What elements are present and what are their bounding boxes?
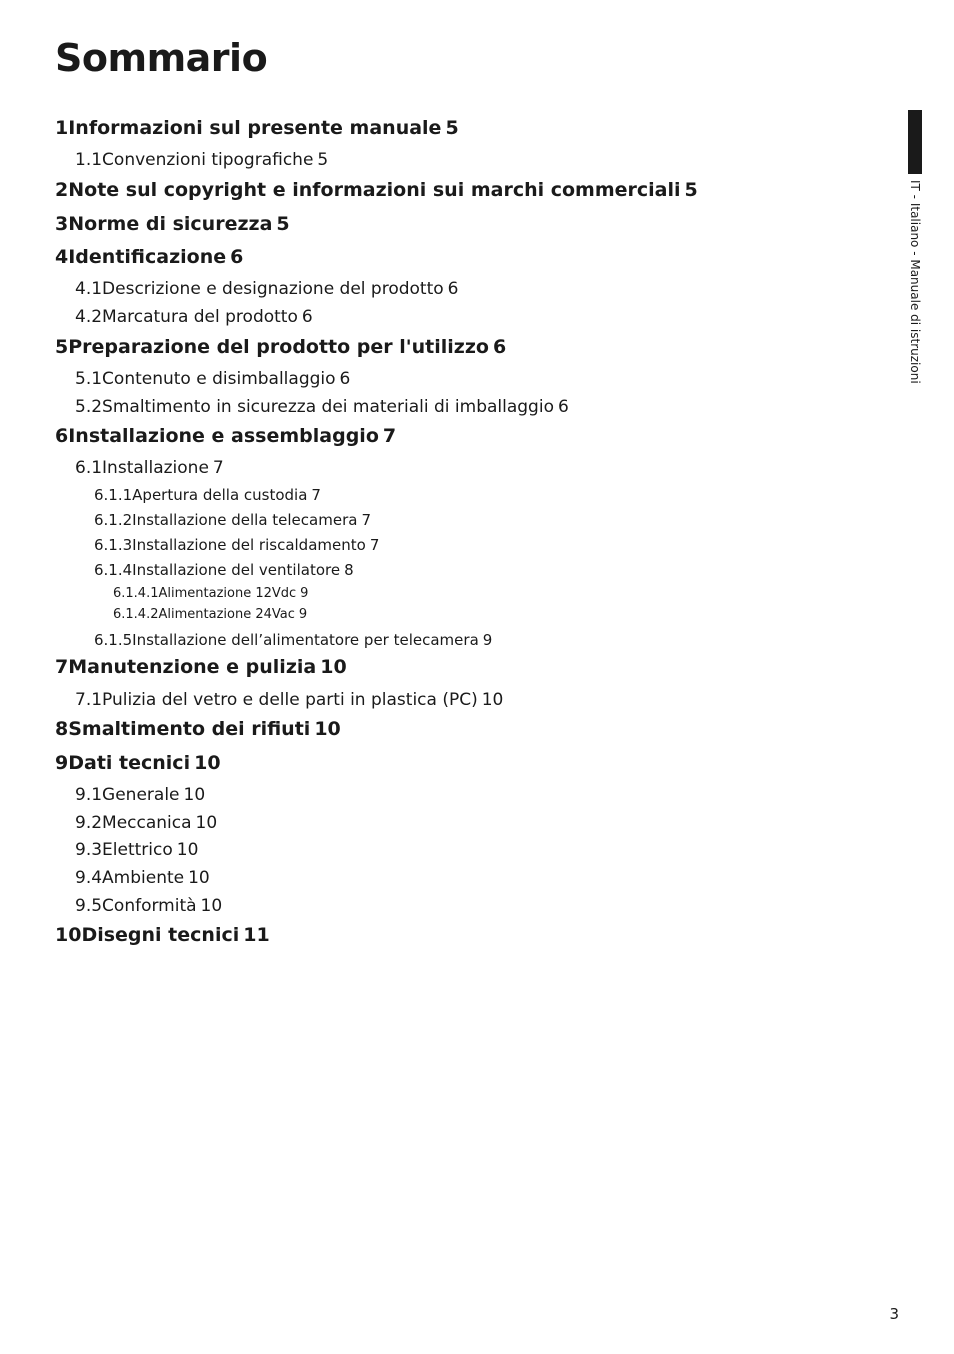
toc-entry-page: 6 [230, 246, 244, 268]
side-tab-marker [908, 110, 922, 174]
toc-entry-number: 1.1 [75, 150, 103, 170]
toc-entry-number: 6.1.1 [94, 486, 133, 504]
toc-entry-label: Installazione e assemblaggio [68, 425, 379, 447]
toc-entry-label: Generale [102, 785, 180, 805]
toc-entry-number: 4.2 [75, 307, 103, 327]
toc-entry-label: Installazione del ventilatore [132, 561, 341, 579]
side-language-label: IT - Italiano - Manuale di istruzioni [908, 180, 922, 384]
toc-entry-page: 7 [212, 458, 224, 478]
toc-entry-page: 10 [320, 656, 347, 678]
toc-entry-number: 8 [55, 718, 69, 740]
toc-entry-number: 6.1 [75, 458, 103, 478]
toc-entry-label: Disegni tecnici [81, 924, 240, 946]
toc-entry-label: Alimentazione 24Vac [158, 607, 295, 622]
toc-entry-number: 7 [55, 656, 69, 678]
toc-entry-number: 1 [55, 117, 69, 139]
toc-entry-page: 6 [447, 279, 459, 299]
toc-entry-label: Installazione del riscaldamento [132, 536, 366, 554]
toc-entry-number: 2 [55, 179, 69, 201]
toc-entry-number: 5.1 [75, 369, 103, 389]
toc-entry-page: 6 [301, 307, 313, 327]
page-title: Sommario [55, 36, 268, 80]
toc-entry-number: 9.3 [75, 840, 103, 860]
toc-entry-number: 6.1.4.1 [113, 586, 159, 601]
page-number: 3 [889, 1305, 899, 1323]
toc-entry-page: 7 [311, 486, 321, 504]
toc-entry-number: 6.1.4.2 [113, 607, 159, 622]
toc-entry-page: 7 [361, 511, 371, 529]
toc-entry-label: Marcatura del prodotto [102, 307, 298, 327]
toc-entry-label: Ambiente [102, 868, 185, 888]
toc-entry-page: 5 [317, 150, 329, 170]
toc-entry-page: 6 [557, 397, 569, 417]
toc-entry-number: 4 [55, 246, 69, 268]
toc-entry-page: 10 [200, 896, 223, 916]
toc-entry-label: Smaltimento dei rifiuti [68, 718, 311, 740]
toc-entry-page: 10 [314, 718, 341, 740]
toc-entry-number: 6 [55, 425, 69, 447]
toc-entry-page: 9 [300, 586, 309, 601]
toc-entry-number: 9.1 [75, 785, 103, 805]
toc-entry-page: 5 [276, 213, 290, 235]
toc-entry-page: 10 [188, 868, 210, 888]
toc-entry-label: Dati tecnici [68, 752, 191, 774]
toc-entry-number: 9.5 [75, 896, 103, 916]
toc-entry-label: Informazioni sul presente manuale [68, 117, 442, 139]
toc-entry-label: Conformità [102, 896, 197, 916]
toc-entry-number: 6.1.5 [94, 631, 133, 649]
toc-entry-page: 10 [176, 840, 199, 860]
toc-entry-label: Manutenzione e pulizia [68, 656, 317, 678]
toc-entry-label: Installazione della telecamera [132, 511, 358, 529]
toc-entry-page: 9 [298, 607, 308, 622]
toc-entry-number: 9.2 [75, 813, 103, 833]
toc-entry-page: 5 [445, 117, 459, 139]
toc-entry-label: Installazione [102, 458, 209, 478]
toc-entry-page: 7 [382, 425, 397, 447]
toc-entry-page: 7 [369, 536, 380, 554]
toc-entry-label: Note sul copyright e informazioni sui marchi commerciali [68, 179, 681, 201]
toc-entry-label: Contenuto e disimballaggio [102, 369, 336, 389]
toc-entry-page: 10 [195, 813, 218, 833]
toc-entry-label: Convenzioni tipografiche [102, 150, 314, 170]
toc-entry-page: 5 [684, 179, 698, 201]
toc-entry-number: 9 [55, 752, 69, 774]
toc-entry-label: Descrizione e designazione del prodotto [102, 279, 444, 299]
toc-entry-number: 10 [55, 924, 82, 946]
toc-entry-page: 11 [243, 924, 270, 946]
toc-entry-label: Identificazione [68, 246, 227, 268]
toc-entry-number: 6.1.4 [94, 561, 133, 579]
toc-entry-page: 10 [183, 785, 206, 805]
toc-entry-number: 6.1.2 [94, 511, 133, 529]
toc-entry-label: Pulizia del vetro e delle parti in plastica (PC) [102, 690, 478, 710]
toc-entry-number: 7.1 [75, 690, 103, 710]
toc-entry-label: Smaltimento in sicurezza dei materiali di imballaggio [102, 397, 554, 417]
toc-entry-label: Installazione dell’alimentatore per telecamera [132, 631, 479, 649]
toc-entry-label: Elettrico [102, 840, 173, 860]
toc-entry-number: 9.4 [75, 868, 103, 888]
toc-entry-label: Norme di sicurezza [68, 213, 273, 235]
toc-entry-number: 4.1 [75, 279, 103, 299]
toc-entry-label: Alimentazione 12Vdc [158, 586, 297, 601]
toc-entry-page: 6 [492, 336, 507, 358]
toc-entry-label: Preparazione del prodotto per l'utilizzo [68, 336, 489, 358]
toc-entry-page: 9 [482, 631, 493, 649]
toc-entry-label: Meccanica [102, 813, 192, 833]
toc-entry-page: 8 [344, 561, 354, 579]
toc-entry-page: 10 [481, 690, 504, 710]
toc-entry-number: 5.2 [75, 397, 103, 417]
toc-entry-number: 3 [55, 213, 69, 235]
toc-entry-number: 6.1.3 [94, 536, 133, 554]
toc-entry-page: 10 [194, 752, 221, 774]
toc-entry-page: 6 [339, 369, 351, 389]
toc-entry-number: 5 [55, 336, 69, 358]
toc-entry-label: Apertura della custodia [132, 486, 308, 504]
